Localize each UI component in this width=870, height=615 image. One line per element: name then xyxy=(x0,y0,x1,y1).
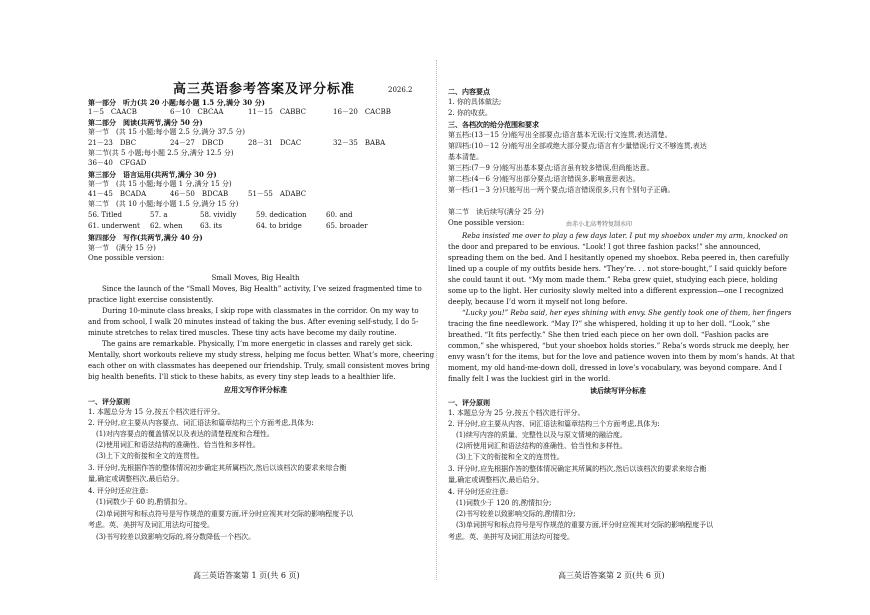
story-line: Reba insisted me over to play a few days later. I put my shoebox under my arm, knocked on xyxy=(462,232,789,240)
grade-line: 第三档:(7－9 分)能写出基本要点;语言虽有较多错误,但尚能达意。 xyxy=(448,164,654,172)
blank-answer: 62. when xyxy=(150,222,183,230)
essay-title: Small Moves, Big Health xyxy=(211,274,300,282)
answer-row: 1－5 CAACB xyxy=(88,108,137,116)
story-line: some up to the light. Her curiosity slowly melted into a different expression—one I recognized xyxy=(448,287,784,295)
section-3-1-heading: 第一节 (共 15 小题;每小题 1 分,满分 15 分) xyxy=(88,180,232,188)
answer-row: 32－35 BABA xyxy=(333,139,386,147)
rubric-line: 量,确定或调整档次,最后给分。 xyxy=(88,475,184,483)
answer-row: 41－45 BCADA xyxy=(88,190,147,198)
section-2-heading: 第二节 读后续写(满分 25 分) xyxy=(448,208,544,216)
essay-line: The gains are remarkable. Physically, I’m more energetic in classes and rarely get sick. xyxy=(102,340,413,348)
page-footer: 高三英语答案第 2 页(共 6 页) xyxy=(558,571,665,580)
blank-answer: 60. and xyxy=(326,211,353,219)
column-divider xyxy=(436,60,437,580)
story-line: she could taunt it out. “My mom made them.” Reba grew quiet, studying each piece, holding xyxy=(448,276,778,284)
rubric-line: 量,确定或调整档次,最后给分。 xyxy=(448,476,544,484)
essay-line: Since the launch of the “Small Moves, Big Health” activity, I’ve seized fragmented time to xyxy=(102,285,422,293)
section-4-1-heading: 第一节 (满分 15 分) xyxy=(88,244,156,252)
story-line: lined up a couple of my outfits beside hers. “They’re. . . not store-bought,” I said quickly before xyxy=(448,265,787,273)
grade-line: 第四档:(10－12 分)能写出全部或绝大部分要点;语言有少量错误;行文不够连贯,表达 xyxy=(448,142,707,150)
story-line: envy wasn’t for the items, but for the love and patience woven into them by mom’s hands. At that xyxy=(448,353,795,361)
section-2-2-heading: 第二节(共 5 小题;每小题 2.5 分,满分 12.5 分) xyxy=(88,149,234,157)
rubric-line: (2)所使用词汇和语法结构的准确性、恰当性和多样性。 xyxy=(456,442,627,450)
answer-row: 24－27 DBCD xyxy=(170,139,224,147)
rubric-line: 考虑。英、美拼写及词汇用法均可接受。 xyxy=(88,521,214,529)
rubric-line: (1)词数少于 120 的,酌情扣分; xyxy=(456,499,552,507)
essay-line: During 10-minute class breaks, I skip rope with classmates in the corridor. On my way to xyxy=(102,307,419,315)
one-possible-version: One possible version: xyxy=(88,254,165,262)
rubric-line: 3. 评分时,先根据作答的整体情况初步确定其所属档次,然后以该档次的要求来综合衡 xyxy=(88,464,347,472)
essay-line: big health benefits. I’ll stick to these habits, as every tiny step leads to a healthier life. xyxy=(88,373,396,381)
rubric-line: 4. 评分时还应注意: xyxy=(88,487,149,495)
essay-line: practice light exercise consistently. xyxy=(88,296,214,304)
section-3-2-heading: 第二节 (共 10 小题;每小题 1.5 分,满分 15 分) xyxy=(88,200,239,208)
grade-heading: 三、各档次的给分范围和要求 xyxy=(448,120,539,129)
blank-answer: 56. Titled xyxy=(88,211,122,219)
rubric-line: (3)书写较差以致影响交际的,将分数降低一个档次。 xyxy=(96,533,256,541)
section-1-heading: 第一部分 听力(共 20 小题;每小题 1.5 分,满分 30 分) xyxy=(88,98,265,107)
blank-answer: 59. dedication xyxy=(256,211,307,219)
rubric-line: (2)书写较差以致影响交际的,酌情扣分; xyxy=(456,510,576,518)
answer-row: 16－20 CACBB xyxy=(333,108,391,116)
section-4-heading: 第四部分 写作(共两节,满分 40 分) xyxy=(88,233,203,242)
content-point: 2. 你的收获。 xyxy=(448,109,492,117)
rubric-line: (1)对内容要点的覆盖情况以及表达的清楚程度和合理性。 xyxy=(96,430,274,438)
rubric-line: (3)单词拼写和标点符号是写作规范的重要方面,评分时应视其对交际的影响程度予以 xyxy=(456,521,714,529)
rubric-line: 1. 本题总分为 25 分,按五个档次进行评分。 xyxy=(448,409,585,417)
essay-line: Mentally, short workouts relieve my study stress, helping me focus better. What’s more, cheering xyxy=(88,351,435,359)
answer-row: 28－31 DCAC xyxy=(248,139,302,147)
answer-row: 51－55 ADABC xyxy=(248,190,307,198)
essay-line: minute stretches to relax tired muscles. These tiny acts have become my daily routine. xyxy=(88,329,397,337)
blank-answer: 57. a xyxy=(150,211,168,219)
story-line: moment, my old hand-me-down doll, dressed in love’s vocabulary, was beyond compare. And I xyxy=(448,364,783,372)
grade-line: 第一档:(1－3 分)只能写出一两个要点;语言错误很多,只有个别句子正确。 xyxy=(448,186,675,194)
page-title: 高三英语参考答案及评分标准 xyxy=(173,82,356,97)
story-line: deeply, because I’d worn it myself not long before. xyxy=(448,298,628,306)
blank-answer: 64. to bridge xyxy=(256,222,302,230)
rubric-line: 4. 评分时还应注意: xyxy=(448,488,509,496)
content-points-heading: 二、内容要点 xyxy=(448,87,490,96)
blank-answer: 63. its xyxy=(200,222,223,230)
essay-line: and from school, I walk 20 minutes instead of taking the bus. After evening self-study, I do 5- xyxy=(88,318,419,326)
rubric-title: 读后续写评分标准 xyxy=(590,386,646,395)
story-line: “Lucky you!” Reba said, her eyes shining with envy. She gently took one of them, her fingers xyxy=(462,309,792,317)
story-line: the door and prepared to be envious. “Look! I got three fashion packs!” she announced, xyxy=(448,243,761,251)
answer-row: 21－23 DBC xyxy=(88,139,137,147)
section-3-heading: 第三部分 语言运用(共两节,满分 30 分) xyxy=(88,170,217,179)
rubric-line: 考虑。英、美拼写及词汇用法均可接受。 xyxy=(448,533,574,541)
story-line: finally felt I was the luckiest girl in the world. xyxy=(448,375,611,383)
rubric-line: 2. 评分时,应主要从内容要点、词汇语法和篇章结构三个方面考虑,具体为: xyxy=(88,419,314,427)
grade-line: 第二档:(4－6 分)能写出部分要点;语言错误多,影响意思表达。 xyxy=(448,175,640,183)
essay-line: each other on with classmates has deepened our friendship. Truly, small consistent moves bring xyxy=(88,362,430,370)
page-footer: 高三英语答案第 1 页(共 6 页) xyxy=(193,571,300,580)
blank-answer: 58. vividly xyxy=(200,211,237,219)
blank-answer: 65. broader xyxy=(326,222,368,230)
rubric-line: 3. 评分时,应先根据作答的整体情况确定其所属的档次,然后以该档次的要求来综合衡 xyxy=(448,465,707,473)
story-line: spreading them on the bed. And I hesitantly opened my shoebox. Reba peered in, then carefully xyxy=(448,254,789,262)
story-line: tracing the fine needlework. “May I?” she whispered, holding it up to her doll. “Look,” she xyxy=(448,320,770,328)
section-2-heading: 第二部分 阅读(共两节,满分 50 分) xyxy=(88,118,203,127)
content-point: 1. 你的具体做法; xyxy=(448,98,502,106)
rubric-line: (3)上下文的衔接和全文的连贯性。 xyxy=(456,453,564,461)
rubric-line: 1. 本题总分为 15 分,按五个档次进行评分。 xyxy=(88,408,225,416)
answer-row: 11－15 CABBC xyxy=(248,108,306,116)
date: 2026.2 xyxy=(388,86,413,94)
one-possible-version: One possible version: xyxy=(448,219,525,227)
story-line: common,” she whispered, “but your shoebox holds stories.” Reba’s words struck me deeply, her xyxy=(448,342,789,350)
rubric-title: 应用文写作评分标准 xyxy=(224,385,287,394)
rubric-line: (3)上下文的衔接和全文的连贯性。 xyxy=(96,452,204,460)
rubric-line: (1)续写内容的质量、完整性以及与原文情境的融洽度。 xyxy=(456,431,627,439)
answer-row: 46－50 BDCAB xyxy=(170,190,229,198)
story-line: breathed. “It fits perfectly.” She then tried each piece on her own doll. “Fashion packs are xyxy=(448,331,769,339)
rubric-line: 一、评分原则 xyxy=(88,397,130,406)
answer-row: 6－10 CBCAA xyxy=(170,108,224,116)
rubric-line: (1)词数少于 60 的,酌情扣分。 xyxy=(96,498,192,506)
grade-line: 第五档:(13－15 分)能写出全部要点;语言基本无误;行文连贯,表达清楚。 xyxy=(448,131,672,139)
answer-row: 36－40 CFGAD xyxy=(88,159,147,167)
blank-answer: 61. underwent xyxy=(88,222,140,230)
section-2-1-heading: 第一节 (共 15 小题;每小题 2.5 分,满分 37.5 分) xyxy=(88,128,246,136)
rubric-line: 一、评分原则 xyxy=(448,398,490,407)
rubric-line: (2)使用词汇和语法结构的准确性、恰当性和多样性。 xyxy=(96,441,260,449)
rubric-line: 2. 评分时,应主要从内容、词汇语法和篇章结构三个方面考虑,具体为: xyxy=(448,420,660,428)
grade-line: 基本清楚。 xyxy=(448,153,483,161)
rubric-line: (2)单词拼写和标点符号是写作规范的重要方面,评分时应视其对交际的影响程度予以 xyxy=(96,510,354,518)
watermark-stamp: 由赤小北高考特复制水印 xyxy=(566,221,633,228)
